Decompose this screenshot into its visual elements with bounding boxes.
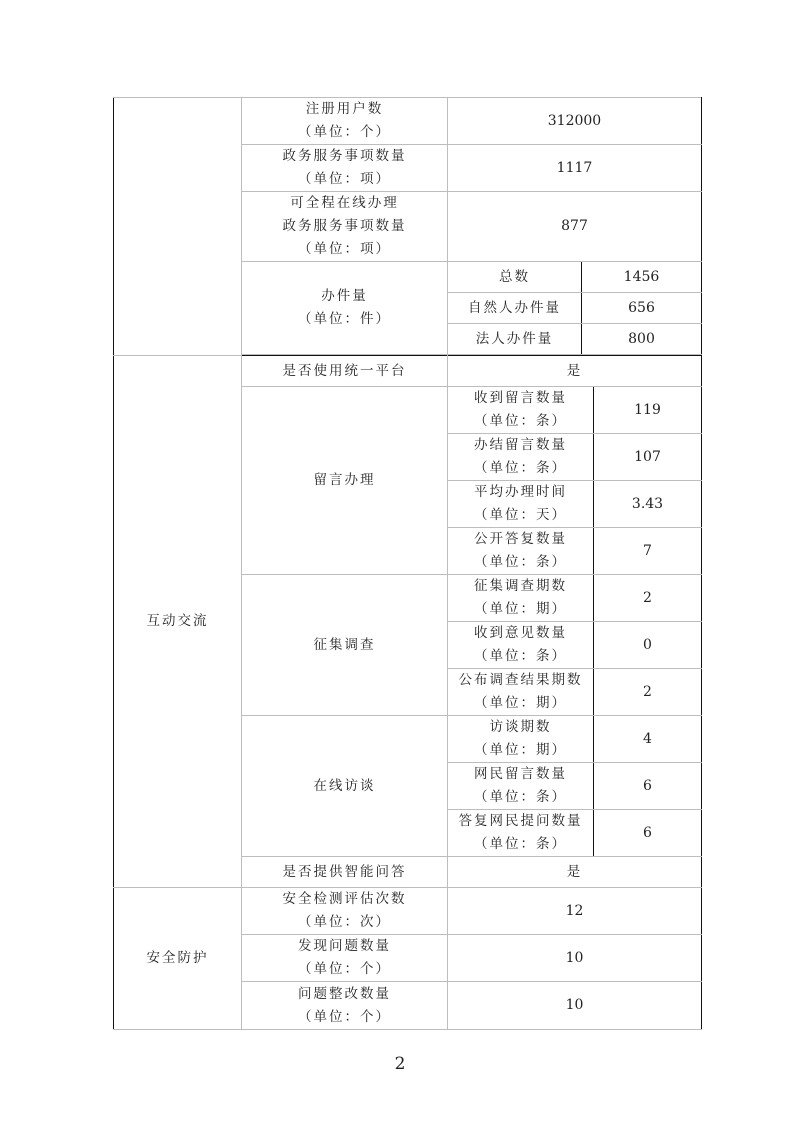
sub-label-cell: 公开答复数量 （单位：条） [448,528,594,575]
label-cell: 可全程在线办理 政务服务事项数量 （单位：项） [242,192,448,262]
page-number: 2 [394,1054,406,1074]
label-cell: 政务服务事项数量 （单位：项） [242,145,448,192]
sub-label-cell: 总数 [448,262,582,293]
label-cell: 是否提供智能问答 [242,857,448,888]
sub-label-cell: 答复网民提问数量 （单位：条） [448,810,594,857]
sub-label-cell: 公布调查结果期数 （单位：期） [448,669,594,716]
category-cell-security: 安全防护 [114,888,242,1030]
label-cell: 注册用户数 （单位：个） [242,98,448,145]
sub-label-cell: 收到意见数量 （单位：条） [448,622,594,669]
label-cell: 安全检测评估次数 （单位：次） [242,888,448,935]
value-cell: 是 [448,857,702,888]
value-cell: 是 [448,356,702,387]
value-cell: 877 [448,192,702,262]
value-cell: 10 [448,935,702,982]
table-row [114,356,702,387]
sub-value-cell: 2 [594,669,702,716]
label-cell: 发现问题数量 （单位：个） [242,935,448,982]
sub-label-cell: 征集调查期数 （单位：期） [448,575,594,622]
category-cell-interaction: 互动交流 [114,356,242,888]
sub-label-cell: 网民留言数量 （单位：条） [448,763,594,810]
sub-value-cell: 6 [594,763,702,810]
value-cell: 312000 [448,98,702,145]
group-label-message-handling: 留言办理 [242,387,448,575]
sub-label-cell: 自然人办件量 [448,293,582,324]
statistics-table [113,97,702,1030]
sub-label-cell: 访谈期数 （单位：期） [448,716,594,763]
sub-value-cell: 3.43 [594,481,702,528]
sub-value-cell: 2 [594,575,702,622]
sub-value-cell: 0 [594,622,702,669]
sub-value-cell: 6 [594,810,702,857]
sub-value-cell: 107 [594,434,702,481]
sub-value-cell: 7 [594,528,702,575]
sub-label-cell: 收到留言数量 （单位：条） [448,387,594,434]
group-label-interview: 在线访谈 [242,716,448,857]
sub-value-cell: 1456 [582,262,702,293]
label-cell: 是否使用统一平台 [242,356,448,387]
value-cell: 10 [448,982,702,1030]
label-cell: 问题整改数量 （单位：个） [242,982,448,1030]
sub-value-cell: 800 [582,324,702,355]
sub-value-cell: 656 [582,293,702,324]
table-row [114,888,702,935]
group-label-survey: 征集调查 [242,575,448,716]
category-cell-service [114,98,242,356]
sub-label-cell: 平均办理时间 （单位：天） [448,481,594,528]
sub-value-cell: 119 [594,387,702,434]
table-row [114,98,702,145]
value-cell: 1117 [448,145,702,192]
sub-label-cell: 办结留言数量 （单位：条） [448,434,594,481]
sub-label-cell: 法人办件量 [448,324,582,355]
value-cell: 12 [448,888,702,935]
label-cell-handling: 办件量 （单位：件） [242,262,448,355]
sub-value-cell: 4 [594,716,702,763]
